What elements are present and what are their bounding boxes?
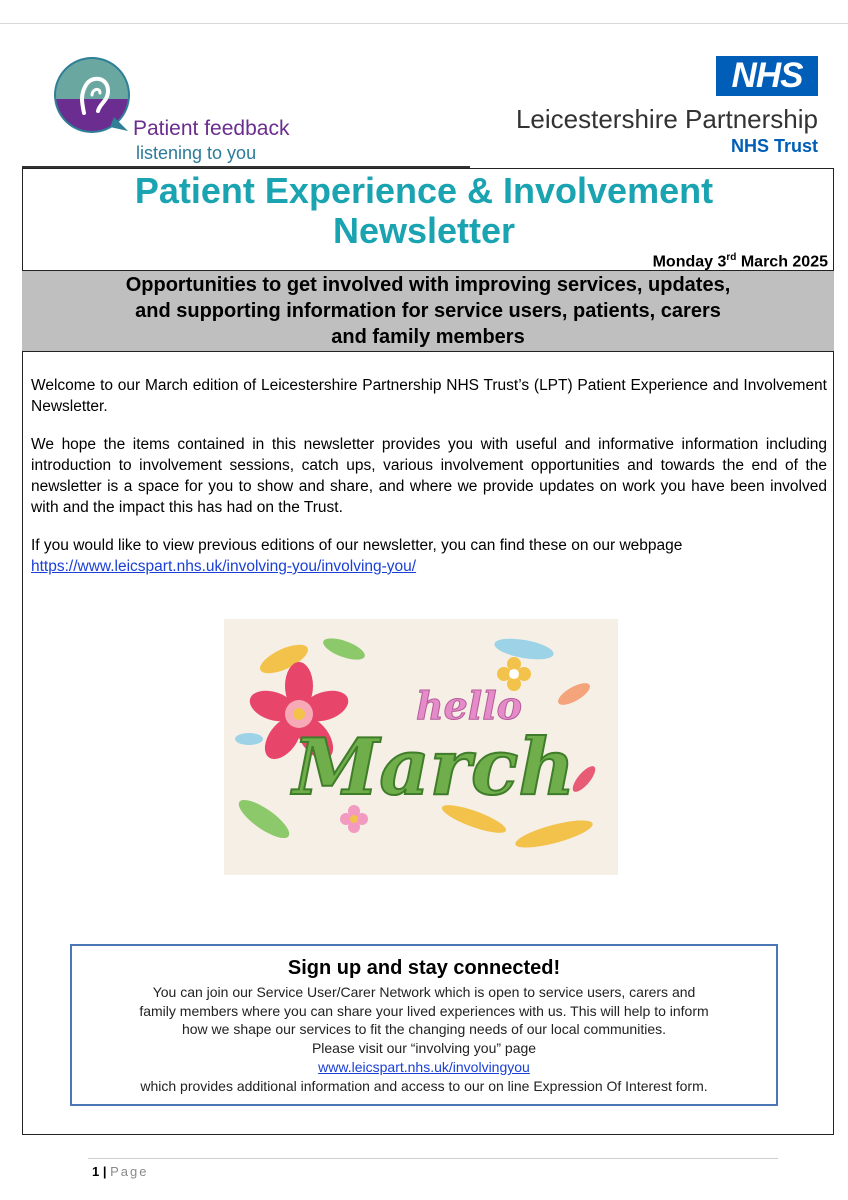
patient-feedback-title: Patient feedback xyxy=(133,117,290,140)
hello-march-image xyxy=(224,619,618,875)
title-line-2: Newsletter xyxy=(332,210,516,251)
opportunities-banner xyxy=(22,270,834,352)
trust-subtitle: NHS Trust xyxy=(730,136,818,156)
top-rule xyxy=(0,23,848,24)
signup-box xyxy=(70,944,778,1106)
nhs-logo-badge: NHS xyxy=(716,56,818,96)
signup-line-4: Please visit our “involving you” page xyxy=(311,1040,537,1057)
signup-line-2: family members where you can share your lived experiences with us. This will help to inform xyxy=(139,1002,709,1019)
page-word: Page xyxy=(110,1164,149,1179)
hello-word: hello xyxy=(415,683,523,728)
signup-line-3: how we shape our services to fit the changing needs of our local communities. xyxy=(181,1021,667,1038)
intro-paragraph-1: Welcome to our March edition of Leicestershire Partnership NHS Trust’s (LPT) Patient Experience and Involvement Newsletter. xyxy=(31,377,827,415)
signup-text xyxy=(72,983,776,1095)
previous-editions-text: If you would like to view previous editions of our newsletter, you can find these on our webpage xyxy=(31,537,683,554)
signup-line-1: You can join our Service User/Carer Network which is open to service users, carers and xyxy=(152,984,696,1000)
date-suffix: March 2025 xyxy=(736,253,828,271)
date-ordinal: rd xyxy=(726,252,737,263)
issue-date xyxy=(653,252,828,271)
banner-line-3: and family members xyxy=(331,326,525,348)
ear-logo-icon xyxy=(52,55,132,135)
page-number: 1 xyxy=(92,1164,100,1179)
patient-feedback-logo xyxy=(52,55,342,165)
signup-line-5: which provides additional information and access to our on line Expression Of Interest form. xyxy=(140,1077,708,1094)
date-prefix: Monday 3 xyxy=(652,253,727,271)
involving-you-webpage-link[interactable]: https://www.leicspart.nhs.uk/involving-you/involving-you/ xyxy=(31,558,417,575)
hello-march-illustration xyxy=(224,619,618,875)
march-word: March xyxy=(292,722,576,813)
banner-line-2: and supporting information for service users, patients, carers xyxy=(135,300,721,322)
page-footer xyxy=(92,1164,148,1179)
trust-name: Leicestershire Partnership xyxy=(515,104,818,134)
banner-line-1: Opportunities to get involved with improving services, updates, xyxy=(125,274,731,296)
intro-paragraph-2: We hope the items contained in this newsletter provides you with useful and informative information including introduction to involvement sessions, catch ups, various involvement opportunities and towards the end of the newsletter is a space for you to show and share, and where we provide updates on work you have been involved with and the impact this has had on the Trust. xyxy=(31,436,827,516)
involving-you-link[interactable]: www.leicspart.nhs.uk/involvingyou xyxy=(318,1058,530,1075)
page-separator: | xyxy=(99,1164,111,1179)
title-line-1: Patient Experience & Involvement xyxy=(134,170,714,211)
signup-title: Sign up and stay connected! xyxy=(287,957,561,979)
footer-rule xyxy=(88,1158,778,1159)
banner-text xyxy=(58,272,798,350)
intro-paragraph-3 xyxy=(31,535,827,577)
newsletter-title xyxy=(0,171,848,251)
patient-feedback-subtitle: listening to you xyxy=(136,143,257,163)
